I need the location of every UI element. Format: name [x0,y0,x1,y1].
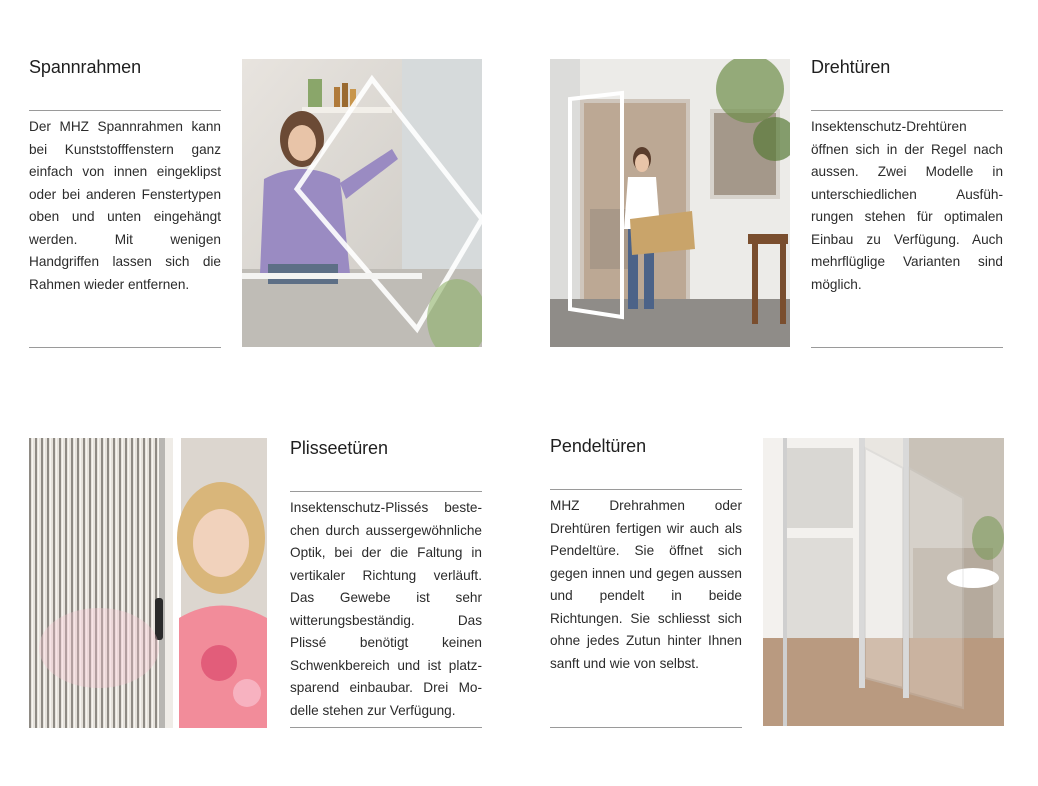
photo-drehtueren [550,59,790,347]
section-text-pendeltueren: MHZ Drehrahmen oder Drehtüren fertigen wir auch als Pendeltüre. Sie öffnet sich gegen innen und gegen aussen und pendelt in beide Richtungen. Sie schliesst sich ohne jedes Zutun hinter Ihnen sanft und wie von selbst. [550,498,742,671]
divider [29,110,221,111]
photo-plisseetueren [29,438,267,728]
divider [29,347,221,348]
section-title-pendeltueren: Pendeltüren [550,436,646,456]
section-text-spannrahmen: Der MHZ Spannrahmen kann bei Kunststofffenstern ganz einfach von innen eingeklipst oder bei anderen Fenstertypen oben und unten eingehängt werden. Mit wenigen Handgriffen lassen sich die Rahmen wieder entfernen. [29,119,221,292]
photo-pendeltueren [763,438,1004,726]
divider [290,727,482,728]
section-title-spannrahmen: Spannrahmen [29,57,141,77]
section-text-drehtueren: Insektenschutz-Drehtüren öffnen sich in der Regel nach aussen. Zwei Modelle in unterschiedlichen Ausführungen stehen für optimalen Einbau zu Verfügung. Auch mehrflüglige Varianten sind möglich. [811,119,1003,292]
section-title-drehtueren: Drehtüren [811,57,891,77]
divider [290,491,482,492]
section-text-plisseetueren: Insektenschutz-Plissés bestechen durch aussergewöhnliche Optik, bei der die Faltung in vertikaler Richtung verläuft. Das Gewebe ist sehr witterungsbeständig. Das Plissé benötigt keinen Schwenkbereich und ist platzsparend einbaubar. Drei Modelle stehen zur Verfügung. [290,500,482,718]
divider [811,110,1003,111]
photo-spannrahmen [242,59,482,347]
divider [550,489,742,490]
section-title-plisseetueren: Plisseetüren [290,438,388,458]
divider [550,727,742,728]
divider [811,347,1003,348]
